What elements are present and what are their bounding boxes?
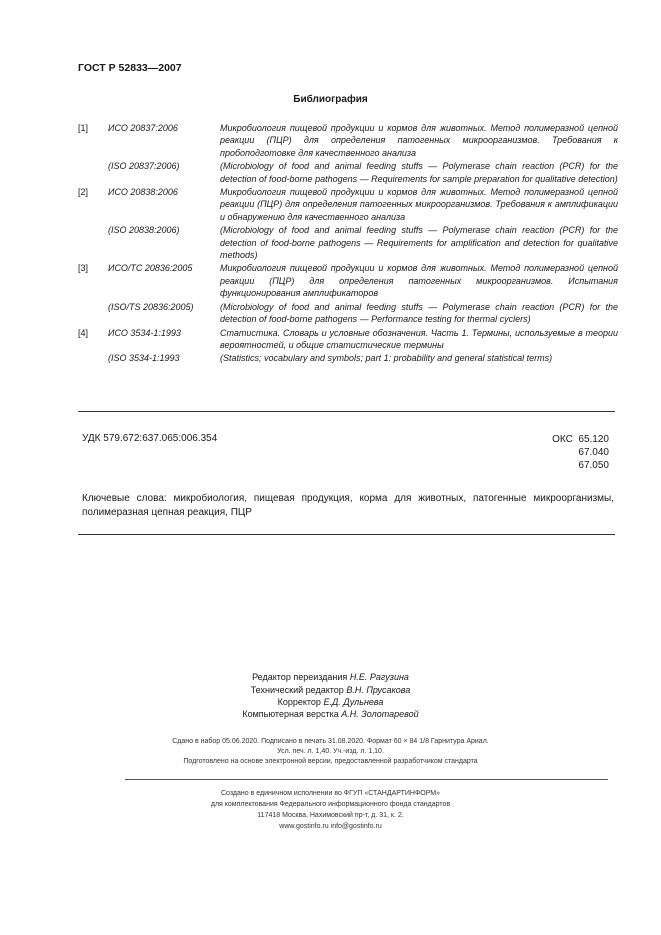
publisher-line: Создано в единичном исполнении во ФГУП «СТАНДАРТИНФОРМ» — [220, 790, 441, 797]
publisher-line: для комплектования Федерального информационного фонда стандартов — [210, 801, 451, 808]
bib-entry — [78, 301, 618, 326]
bib-entry — [78, 262, 618, 299]
entry-text: (Microbiology of food and animal feeding stuffs — Polymerase chain reaction (PCR) for the detection of food-borne pathogens — Performance testing for thermal cyclers) — [220, 301, 618, 325]
staff-line: Компьютерная верстка А.Н. Золотаревой — [242, 709, 419, 719]
udk-code: УДК 579.672:637.065:006.354 — [82, 433, 218, 444]
entry-number — [78, 352, 108, 364]
entry-number — [78, 160, 108, 185]
imprint-line: Подготовлено на основе электронной версии, предоставленной разработчиком стандарта — [183, 758, 478, 765]
divider — [125, 779, 608, 780]
entry-text: (Statistics; vocabulary and symbols; part 1: probability and general statistical terms) — [220, 353, 553, 364]
entry-text: Микробиология пищевой продукции и кормов для животных. Метод полимеразной цепной реакции (ПЦР) для определения патогенных микроорганизмов. Испытания функционирования амплификаторов — [220, 263, 618, 299]
entry-number: [3] — [78, 263, 89, 274]
entry-number: [1] — [78, 123, 89, 133]
bib-entry — [78, 122, 618, 159]
bib-entry — [78, 327, 618, 352]
entry-code: (ISO 3534-1:1993 — [108, 353, 180, 364]
entry-code: ИСО/ТС 20836:2005 — [108, 263, 193, 274]
bib-entry — [78, 224, 618, 261]
staff-line: Корректор Е.Д. Дульнева — [277, 697, 384, 707]
imprint-line: Сдано в набор 05.06.2020. Подписано в печать 31.08.2020. Формат 60 × 84 1/8 Гарнитура Ариал. — [172, 738, 489, 745]
oks-code: 67.050 — [578, 460, 609, 471]
bib-entry — [78, 352, 618, 364]
oks-code: 65.120 — [578, 434, 609, 445]
oks-label: ОКС — [552, 434, 573, 445]
imprint-line: Усл. печ. л. 1,40. Уч.-изд. л. 1,10. — [277, 748, 384, 755]
keywords: Ключевые слова: микробиология, пищевая продукция, корма для животных, патогенные микроорганизмы, полимеразная цепная реакция, ПЦР — [82, 493, 614, 518]
entry-number: [4] — [78, 327, 89, 338]
entry-code: (ISO 20837:2006) — [108, 161, 180, 172]
bibliography-title: Библиография — [293, 94, 368, 105]
entry-text: (Microbiology of food and animal feeding stuffs — Polymerase chain reaction (PCR) for the detection of food-borne pathogens — Requirements for amplification and detection for qualitative methods) — [220, 225, 618, 261]
standard-number: ГОСТ Р 52833—2007 — [78, 62, 182, 74]
entry-number — [78, 224, 108, 261]
entry-text: Микробиология пищевой продукции и кормов для животных. Метод полимеразной цепной реакции (ПЦР) для определения патогенных микроорганизмов. Требования к амплификации и обнаружению для качественного анализа — [220, 187, 618, 222]
staff-line: Технический редактор В.Н. Прусакова — [250, 685, 411, 695]
oks-code: 67.040 — [578, 447, 609, 458]
entry-number: [2] — [78, 187, 89, 198]
entry-text: Микробиология пищевой продукции и кормов для животных. Метод полимеразной цепной реакции (ПЦР) для определения патогенных микроорганизмов. Требования к пробоподготовке для качественного анализа — [220, 123, 618, 158]
entry-text: (Microbiology of food and animal feeding stuffs — Polymerase chain reaction (PCR) for the detection of food-borne pathogens — Requirements for sample preparation for qualitative detection) — [220, 161, 618, 184]
staff-line: Редактор переиздания Н.Е. Рагузина — [252, 672, 409, 682]
oks-codes — [552, 433, 609, 472]
bibliography-list — [78, 122, 618, 366]
entry-code: ИСО 20838:2006 — [108, 187, 178, 198]
divider — [78, 534, 615, 535]
bib-entry — [78, 186, 618, 223]
entry-number — [78, 301, 108, 326]
entry-code: (ISO 20838:2006) — [108, 225, 180, 236]
entry-code: ИСО 20837:2006 — [108, 123, 178, 133]
entry-code: (ISO/TS 20836:2005) — [108, 301, 194, 312]
publisher-line: 117418 Москва, Нахимовский пр-т, д. 31, к. 2. — [257, 812, 404, 819]
bib-entry — [78, 160, 618, 185]
entry-text: Статистика. Словарь и условные обозначения. Часть 1. Термины, используемые в теории вероятностей, и общие статистические термины — [220, 327, 618, 350]
entry-code: ИСО 3534-1:1993 — [108, 327, 181, 338]
divider — [78, 411, 615, 412]
publisher-contacts: www.gostinfo.ru info@gostinfo.ru — [279, 823, 382, 830]
